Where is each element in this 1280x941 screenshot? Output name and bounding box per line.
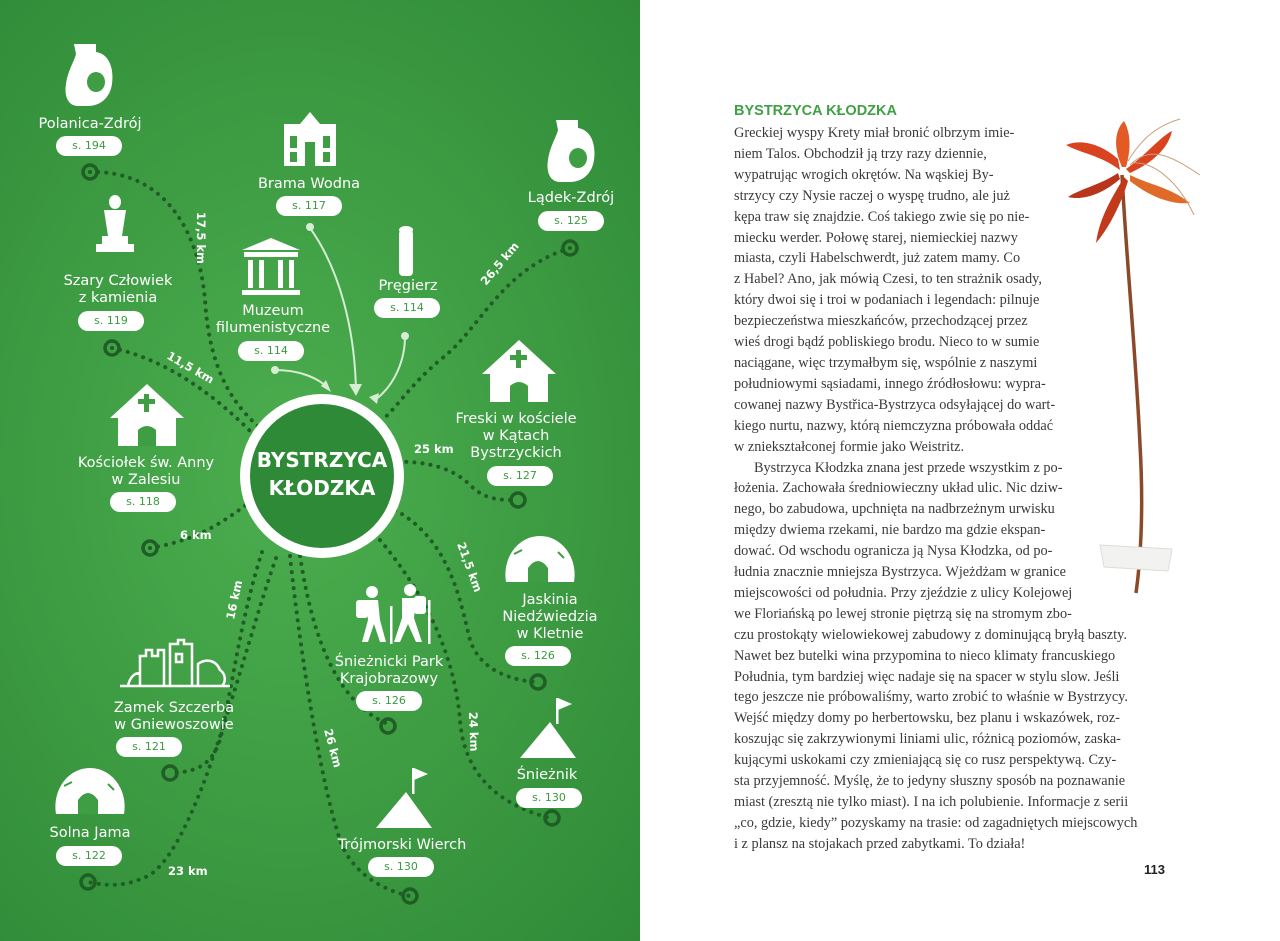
pillory-icon	[399, 226, 413, 276]
text-line: tego jeszcze nie próbowaliśmy, warto zrobić to właśnie w Bystrzycy.	[734, 689, 1128, 706]
center-title	[256, 446, 388, 502]
distance-snieznik: 24 km	[466, 711, 482, 752]
mountain-flag-icon	[520, 698, 576, 758]
text-line: wieś drogi bądź pobliskiego brodu. Nieco to w sumie	[734, 334, 1040, 351]
ring-solna	[81, 875, 95, 889]
text-line: miast (zresztą nie tylko miast). I na ich polubienie. Informacje z serii	[734, 794, 1129, 810]
text-line: „co, gdzie, kiedy” pozyskamy na trasie: od zagadniętych miejscowych	[734, 814, 1138, 831]
ring-snieznicki	[381, 719, 395, 733]
page-pill-trojmorski[interactable]: s. 130	[368, 857, 434, 877]
text-line: niem Talos. Obchodził ją trzy razy dziennie,	[734, 145, 987, 162]
text-line: dować. Od wschodu ogranicza ją Nysa Kłodzka, od po-	[734, 543, 1053, 560]
distance-jaskinia: 21,5 km	[454, 540, 486, 594]
text-line: kiego nurtu, nazwy, którą niemczyzna próbowała oddać	[734, 417, 1054, 434]
place-name-freski: Freski w kościele w Kątach Bystrzyckich	[455, 411, 577, 461]
place-name-muzeum: Muzeum filumenistyczne	[215, 303, 331, 336]
place-name-pregierz: Pręgierz	[378, 278, 438, 294]
place-name-snieznicki: Śnieżnicki Park Krajobrazowy	[334, 654, 444, 687]
text-line: Wejść między domy po herbertowsku, bez planu i wskazówek, roz-	[734, 710, 1120, 727]
page-pill-polanica[interactable]: s. 194	[56, 136, 122, 156]
text-line: łudnia znacznie mniejsza Bystrzyca. Wjeżdżam w granice	[734, 564, 1066, 581]
cave-icon	[55, 768, 124, 814]
distance-solna: 23 km	[168, 864, 208, 878]
page-pill-solna[interactable]: s. 122	[56, 846, 122, 866]
place-name-zamek: Zamek Szczerba w Gniewoszowie	[113, 700, 235, 733]
text-line: we Floriańską po lewej stronie piętrzą się na stromym zbo-	[734, 605, 1072, 622]
page-pill-pregierz[interactable]: s. 114	[374, 298, 440, 318]
place-name-brama: Brama Wodna	[257, 176, 361, 192]
text-line: naciągane, więc trzymałbym się, wspólnie z naszymi	[734, 354, 1038, 371]
text-line: miecku werder. Połowę starej, niemieckiej nazwy	[734, 229, 1018, 246]
text-line: i z plansz na stojakach przed zabytkami. To działa!	[734, 835, 1026, 852]
text-line: w zniekształconej formie jako Weistritz.	[734, 438, 965, 455]
distance-trojmorski: 26 km	[321, 727, 345, 770]
text-line: Bystrzyca Kłodzka znana jest przede wszystkim z po-	[754, 459, 1063, 476]
place-name-ladek: Lądek-Zdrój	[527, 190, 615, 206]
text-line: kępa traw się znajdzie. Coś takiego zwie się po nie-	[734, 208, 1030, 225]
ruins-icon	[120, 640, 230, 686]
place-name-szary: Szary Człowiek z kamienia	[63, 273, 173, 306]
page-pill-freski[interactable]: s. 127	[487, 466, 553, 486]
statue-icon	[96, 195, 134, 252]
text-line: nego, bo zabudowa, upchnięta na nadbrzeżnym urwisku	[734, 501, 1055, 518]
place-name-polanica: Polanica-Zdrój	[38, 116, 142, 132]
article-heading: BYSTRZYCA KŁODZKA	[734, 103, 897, 119]
text-line: sta przyjemność. Myślę, że to jedyny słuszny sposób na poznawanie	[734, 773, 1126, 790]
text-line: wypatrując wrogich okrętów. Na wąskiej By-	[734, 166, 994, 183]
text-line: Nawet bez butelki wina przypomina to nieco klimaty francuskiego	[734, 647, 1116, 664]
place-name-solna: Solna Jama	[49, 825, 131, 841]
jug-icon	[66, 44, 113, 106]
text-line: kującymi uskokami czy zmieniającą się co rusz perspektywą. Czy-	[734, 752, 1117, 769]
page-pill-szary[interactable]: s. 119	[78, 311, 144, 331]
arrow-muzeum	[275, 370, 328, 388]
text-line: bezpieczeństwa mieszkańców, przechodzącej przez	[734, 313, 1028, 330]
text-line: łożenia. Zachowała średniowieczny układ ulic. Nic dziw-	[734, 480, 1063, 497]
arrow-pregierz	[375, 336, 405, 400]
text-line: miejscowości od południa. Przy zjeździe z ulicy Kolejowej	[734, 584, 1073, 601]
distance-polanica: 17,5 km	[194, 212, 208, 265]
center-title-line1: BYSTRZYCA	[256, 448, 388, 472]
cave-icon	[505, 536, 574, 582]
text-line: koszując się zakrzywionymi liniami ulic, różnicą poziomów, zaska-	[734, 731, 1121, 748]
church-icon	[110, 384, 184, 446]
page-pill-kosciolek[interactable]: s. 118	[110, 492, 176, 512]
pressed-flower-image	[1060, 115, 1210, 605]
text-line: miasta, czyli Habelschwerdt, już zatem mamy. Co	[734, 250, 1021, 267]
text-line: czu prostokąty wielowiekowej zabudowy z dominującą bryłą baszty.	[734, 626, 1127, 643]
page-number: 113	[1144, 862, 1165, 877]
page-pill-brama[interactable]: s. 117	[276, 196, 342, 216]
text-line: z Habel? Ano, jak mówią Czesi, to ten strażnik osady,	[734, 271, 1042, 288]
place-name-kosciolek: Kościołek św. Anny w Zalesiu	[77, 455, 215, 488]
distance-freski: 25 km	[414, 442, 454, 456]
place-name-jaskinia: Jaskinia Niedźwiedzia w Kletnie	[502, 592, 598, 642]
text-line: południowymi sąsiadami, innego źródłosłowu: wypra-	[734, 375, 1046, 392]
text-line: Południa, tym bardziej więc nadaje się na spacer w stylu slow. Jeśli	[734, 668, 1120, 685]
page-pill-ladek[interactable]: s. 125	[538, 211, 604, 231]
distance-ladek: 26,5 km	[477, 239, 522, 288]
church-icon	[482, 340, 556, 402]
place-name-trojmorski: Trójmorski Wierch	[337, 837, 467, 853]
mountain-flag-icon	[376, 768, 432, 828]
page-pill-jaskinia[interactable]: s. 126	[505, 646, 571, 666]
text-line: który dwoi się i troi w podaniach i legendach: pilnuje	[734, 292, 1040, 309]
page-pill-snieznicki[interactable]: s. 126	[356, 691, 422, 711]
ring-freski	[511, 493, 525, 507]
distance-kosciolek: 6 km	[180, 528, 212, 542]
text-line: cowanej nazwy Bystřica-Bystrzyca odsyłającej do wart-	[734, 396, 1056, 413]
page-pill-muzeum[interactable]: s. 114	[238, 341, 304, 361]
distance-zamek: 16 km	[223, 578, 246, 621]
jug-icon	[548, 120, 595, 182]
text-line: między dwiema rzekami, nie bardzo ma gdzie ekspan-	[734, 522, 1046, 539]
museum-icon	[242, 238, 300, 295]
text-line: Greckiej wyspy Krety miał bronić olbrzym imie-	[734, 125, 1015, 141]
place-name-snieznik: Śnieżnik	[516, 767, 578, 783]
text-line: strzycy czy Nysie raczej o wyspę trudno, ale już	[734, 187, 1010, 204]
page-pill-snieznik[interactable]: s. 130	[516, 788, 582, 808]
center-title-line2: KŁODZKA	[268, 476, 376, 500]
gate-building-icon	[284, 112, 336, 166]
distance-szary: 11,5 km	[164, 348, 217, 387]
page-pill-zamek[interactable]: s. 121	[116, 737, 182, 757]
